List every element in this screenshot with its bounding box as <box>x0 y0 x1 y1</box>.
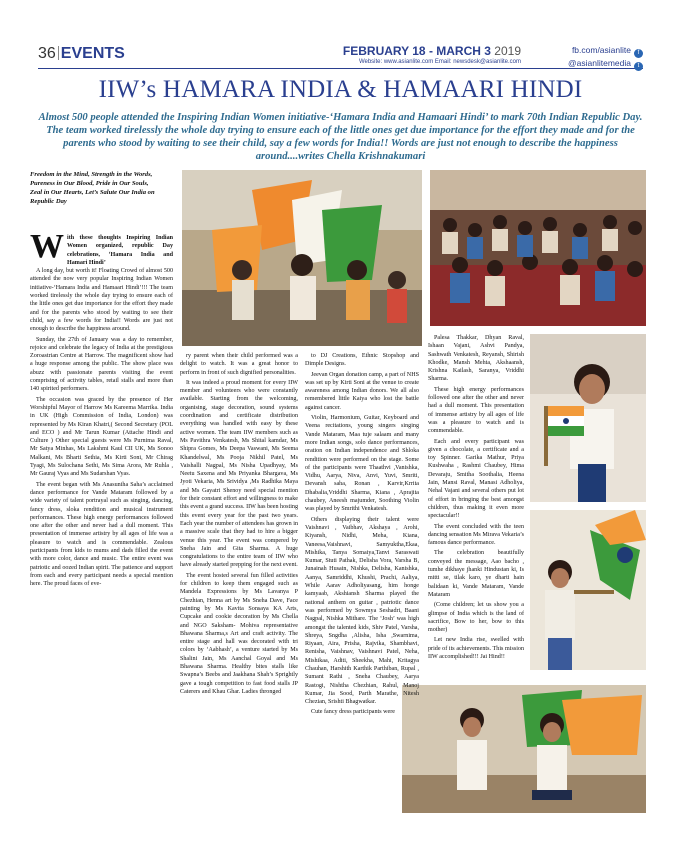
page-number-section <box>38 45 125 63</box>
paragraph: Jeevan Organ donation camp, a part of NHS was set up by Kirti Soni at the venue to create awareness among Indian donors. We all also remembered little Kaiya who lost the battle against cancer. <box>305 371 419 411</box>
paragraph: It was indeed a proud moment for every IIW member and volunteers who were constantly available. Starting from the welcoming, organising, stage decoration, sound systems coordination and certificate distribution everything was handled with easy by these active women. The team IIW members such as Ms Pavithra Venkatesh, Ms Shital kamdar, Ms Shipra Gomes, Ms Deepa Vaswani, Ms Seema Khandelwal, Ms Pooja Nikhil Patel, Ms Vaishalli Nagpal, Ms Nisha Upadhyay, Ms Neetu Saxena and Ms Priyanka Bhargava, Ms Jyoti Vekaria, Ms Srividya ,Ms Radhika Maya and Ms Gayatri Shenoy need special mention for their constant effort and willingness to make this event a grand success. IIW has been hosting this event every year for the past two years. Each year the number of attendees has grown in a massive scale that they had to hire a bigger venue this year. The event was compered by Sneha Jain and Gita Sharma. A huge congratulations to the entire team of IIW who have already started prepping for the next event. <box>180 379 298 569</box>
issue-date <box>343 44 521 58</box>
poem-line: Pureness in Our Blood, Pride in Our Souls, <box>30 180 149 187</box>
article-column-2 <box>180 352 298 824</box>
poem-line: Freedom in the Mind, Strength in the Words, <box>30 171 153 178</box>
paragraph: ry parent when their child performed was a delight to watch. It was a great honor to perform in front of such dignified personalities. <box>180 353 298 376</box>
article-lede: Almost 500 people attended the Inspiring Indian Women initiative-‘Hamara India and Hamaari Hindi’ to mark 70th Indian Republic Day. The team worked tirelessly the whole day trying to ensure each of the little ones get due importance for the effort they made and for the parents who stood by waiting to see their child, say a few words for India!! Words are just not enough to describe the happiness around....writes Chella Krishnakumari <box>38 112 643 162</box>
year: 2019 <box>494 44 521 58</box>
article-column-1 <box>30 234 173 824</box>
dropcap: W <box>30 234 64 265</box>
date-range: FEBRUARY 18 - MARCH 3 <box>342 44 491 58</box>
paragraph: Others displaying their talent were Vaishnavi , Vaibhav, Akshaya , Arohi, Kiyansh, Nidhi, Meha, Kiana, Vaneesa,Vaishnavi, Samyuktha,Ekaa, Mishika, Tanya Somaiya,Tanvi Saraswati Kumar, Stuti Pathak, Delisha Vora, Varsha B, Junainah Husain, Nishka, Delisha, Kanishka, Aanya, Samriddhi, Khushi, Prachi, Aaliya, While Aarav Adholiyasang, him honge kamyaab, Akshiansh Sharma played the national anthem on guitar , patriotic dance was performed by Sowmya Seshadri, Baani Nagpal, Nishka Mithare. The ‘Josh’ was high amongst the talented kids, Shiv Patel, Varsha, Shreya, Sngdha ,Alisha, Isha ,Swarnima, Riyaan, Aira, Prisha, Rajvika, Shambhavi, Renisha, Vaishnav, Vaishnavi Patel, Neha, Mishikaa, Aditi, Sheekha, Mahi, Kritagya Chauhan, Harshith Karthik Parthiban, Rupal , Sumant Rathi , Sneha Chaubey, Aarya Rastogi, Nishtha Chezhian, Rahul, Manoj Kumar, Jia Sood, Parth Marathe, Nitesh Chezian, Srishti Bhagwatkar. <box>305 516 419 706</box>
facebook-handle[interactable] <box>525 45 643 58</box>
article-title: IIW’s HAMARA INDIA & HAMAARI HINDI <box>98 76 583 103</box>
paragraph: A long day, but worth it! Floating Crowd of almost 500 attended the now very popular Inspiring Indian Women initiative-‘Hamara India and Hamaari Hindi’!!! The team worked tirelessly the whole day trying to ensure each of the little ones get due importance for the effort they made and for the parents who stood by waiting to see their child, say a few words for India!! Words are just not enough to describe the happiness around. <box>30 268 173 333</box>
twitter-label: @asianlitemedia <box>568 58 631 68</box>
photo-boy-costume <box>530 510 646 670</box>
paragraph: The event began with Ms Anasuniha Saha’s acclaimed dance performance for Vande Mataram followed by a wide variety of talent portrayal such as singing, dancing, fancy dress, sloka rendition and musical instrument performances. These high energy performances followed one after the other and never had a dull moment. This presentation of immense artistry by all ages of life was a pleasure to watch and is commendable. Zealous participants from kids to mums and dads filled the event with more color, dance and music. The entire event was patriotic and oozed Indian spirit. The patience and support from each and every participant needs a special mention here. The proud faces of eve- <box>30 481 173 588</box>
paragraph: Let new India rise, swelled with pride of its achievements. This mission IIW accomplished!!! Jai Hind!! <box>428 637 524 660</box>
divider <box>58 46 59 60</box>
twitter-handle[interactable] <box>525 58 643 71</box>
paragraph: The celebration beautifully conveyed the message, Aao bacho , tumhe dikhaye jhanki Hindustan ki, Is mitti se, tilak karo, ye dharti hain balidaan ki, Vande Mataram, Vande Mataram <box>428 550 524 598</box>
poem <box>30 170 165 206</box>
photo-girls-performing <box>402 685 646 813</box>
paragraph: Each and every participant was given a chocolate, a certificate and a toy Spinner. Garika Mathur, Priya Kushwaha , Rashmi Chaubey, Hima Devaraju, Smitha Soothalia, Heena Jain, Mansi Raval, Manasi Adholiya, Nehal Vajani and several others put lot of effort in bringing the best amongst children, thus making it even more spectacular!! <box>428 438 524 520</box>
website-line: Website: www.asianlite.com Email: newsdesk@asianlite.com <box>358 59 521 65</box>
page-number: 36 <box>38 45 56 62</box>
article-column-4 <box>428 334 524 680</box>
intro-bold: ith these thoughts Inspiring Indian Women organized, republic Day celebrations, ‘Hamara India and Hamari Hindi’ <box>67 235 173 266</box>
paragraph: The event concluded with the teen dancing sensation Ms Mirava Vekaria’s famous dance performance. <box>428 523 524 547</box>
paragraph: (Come children; let us show you a glimpse of India which is the land of sacrifice, Bow to her, bow to this mother) <box>428 602 524 634</box>
paragraph: The event hosted several fun filled activities for children to keep them engaged such as Mandela Expressions by Ms Lavanya P Chezhian, Henna art by Ms Sneha Dave, Face painting by Ms Kavita Sonsaya KA Arts, Cupcake and cookie decoration by Ms Chella and NGO Saksham- Mohiva representative Bhawana Sharma,s Art and craft activity. The entire stage and hall was decorated with tri colors by ‘Aabhash’, a venture started by Ms Shalini Jain, Ms Aanchal Goyal and Ms Bhawana Sharma. Healthy bites stalls like Swapna’s Beebs and Jaakhana Shah’s Sprightly gave a tough competition to fast food stalls JP Caterers and Khau Ghar. Ladies thronged <box>180 572 298 695</box>
article-column-3 <box>305 352 419 824</box>
section-name: EVENTS <box>60 45 125 62</box>
facebook-label: fb.com/asianlite <box>571 45 631 55</box>
paragraph: The occasion was graced by the presence of Her Worshipful Mayor of Harrow Ms Kareema Marrika. India in UK (High Commission of India, London) was represented by Ms Kiran Khatri,( Second Secretary (POL and ECO ) and Mr Tarun Kumar (Attache Hindi and Culture ) Other special guests were Ms Purnima Raval, Mr Satya Minhas, Ms Lakshmi Kaul CII UK, Ms Sonoo Malkani, Ms Bharti Sethia, Ms Kirti Soni, Mr Chirag Tyagi, Ms Sulochana Sethi, Ms Sima Arora, Mr Ruhla , Mr Gauraj Vyas and Ms Sudarshan Vyas. <box>30 396 173 478</box>
paragraph: Palesa Thakkar, Dhyan Raval, Ishaan Vajani, Ashvi Pandya, Sashwath Venkatesh, Reyansh, Shirish Khodke, Mansh Mehta, Akshaansh, Krishna Kailash, Saranya, Vriddhi Sharma. <box>428 335 524 383</box>
paragraph: Sunday, the 27th of January was a day to remember, rejoice and celebrate the legacy of India at the prestigious Zoroastrian Centre at Harrow. The magnificent show had a huge response among the public. The show place was abuzz with passionate parents visiting the event comprising of activity tables, retail stalls and more than 140 spirited performers. <box>30 336 173 393</box>
paragraph: Cute fancy dress participants were <box>311 709 395 716</box>
poem-line: Zeal in Our Hearts, Let’s Salute Our India on Republic Day <box>30 189 155 205</box>
paragraph: These high energy performances followed one after the other and never had a dull moment. This presentation of immense artistry by all ages of life was a pleasure to watch and is commendable. <box>428 386 524 435</box>
paragraph: Violin, Harmonium, Guitar, Keyboard and Veena recitations, young singers singing Vande Mataram, Maa tuje salaam and many more Indian songs, solo dance performances, oration on Indian independence and Shloka rendition were performed on the stage. Some of the participants were Thaathvi ,Vanishka, Vidhu, Aarya, Niva, Anvi, Yuvi, Smriti, Devansh saha, Ronan , Karvir,Krrita Dhabalia,Vriddhi Sharma, Kiana , Aprajita chaubey, Aneesh majumder, Soothing Violin was played by Smrithi Venkatesh. <box>305 415 419 513</box>
photo-girl-with-flag <box>530 334 646 502</box>
photo-audience <box>430 170 646 326</box>
intro <box>30 234 173 267</box>
facebook-icon: f <box>634 49 643 58</box>
page-header <box>38 43 643 69</box>
paragraph: to DJ Creations, Ethnic Stopshop and Dimple Designs. <box>305 353 419 368</box>
photo-children-flags <box>182 170 422 346</box>
twitter-icon: t <box>634 62 643 71</box>
